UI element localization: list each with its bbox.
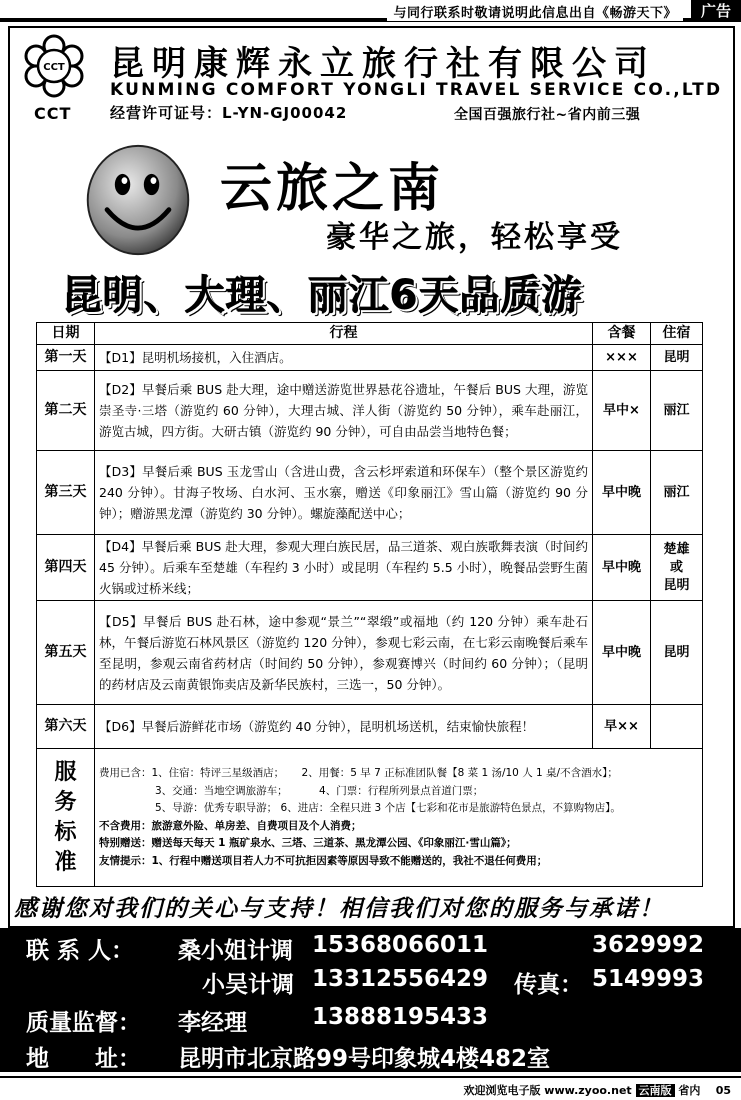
row-hotel: 昆明 bbox=[651, 601, 703, 705]
row-day: 第四天 bbox=[37, 535, 95, 601]
contact-tel: 3629992 bbox=[592, 932, 705, 958]
company-logo-icon bbox=[22, 34, 86, 98]
header-hotel: 住宿 bbox=[651, 323, 703, 345]
row-desc: 【D1】昆明机场接机，入住酒店。 bbox=[95, 345, 593, 371]
row-meals: 早中晚 bbox=[593, 535, 651, 601]
row-meals: 早中× bbox=[593, 371, 651, 451]
row-hotel bbox=[651, 705, 703, 749]
company-name-cn: 昆明康辉永立旅行社有限公司 bbox=[110, 44, 656, 84]
service-label-text: 服务标准 bbox=[54, 759, 77, 875]
contact-label: 联 系 人： bbox=[26, 938, 135, 964]
row-day: 第一天 bbox=[37, 345, 95, 371]
row-hotel: 楚雄 或 昆明 bbox=[651, 535, 703, 601]
row-meals: 早×× bbox=[593, 705, 651, 749]
row-meals: 早中晚 bbox=[593, 601, 651, 705]
page-number: 05 bbox=[715, 1084, 731, 1097]
row-day: 第五天 bbox=[37, 601, 95, 705]
fax-number: 5149993 bbox=[592, 966, 705, 992]
source-notice: 与同行联系时敬请说明此信息出自《畅游天下》 bbox=[387, 2, 683, 21]
contact-block bbox=[0, 928, 741, 1072]
service-label bbox=[37, 749, 95, 887]
row-desc: 【D3】早餐后乘 BUS 玉龙雪山（含进山费，含云杉坪索道和环保车）（整个景区游览约 240 分钟）。甘海子牧场、白水河、玉水寨，赠送《印象丽江》雪山篇（游览约 90 分钟）；赠游黑龙潭（游览约 30 分钟）。螺旋藻配送中心； bbox=[95, 451, 593, 535]
row-meals: 早中晚 bbox=[593, 451, 651, 535]
table-row bbox=[37, 601, 703, 705]
row-meals: ××× bbox=[593, 345, 651, 371]
footer-site: 欢迎浏览电子版 www.zyoo.net bbox=[463, 1084, 632, 1097]
row-desc: 【D6】早餐后游鲜花市场（游览约 40 分钟），昆明机场送机，结束愉快旅程！ bbox=[95, 705, 593, 749]
header-meals: 含餐 bbox=[593, 323, 651, 345]
thanks-message: 感谢您对我们的关心与支持！相信我们对您的服务与承诺！ bbox=[14, 895, 664, 922]
table-row bbox=[37, 371, 703, 451]
row-hotel: 昆明 bbox=[651, 345, 703, 371]
quality-person: 李经理 bbox=[178, 1010, 247, 1036]
address: 昆明市北京路99号印象城4楼482室 bbox=[178, 1046, 551, 1072]
company-name-en: KUNMING COMFORT YONGLI TRAVEL SERVICE CO.,LTD bbox=[110, 80, 723, 100]
header-day: 日期 bbox=[37, 323, 95, 345]
promo-subtitle: 豪华之旅，轻松享受 bbox=[326, 220, 623, 255]
service-fee-line bbox=[99, 783, 698, 801]
row-day: 第二天 bbox=[37, 371, 95, 451]
contact-phone-1: 15368066011 bbox=[312, 932, 489, 958]
company-rank: 全国百强旅行社~省内前三强 bbox=[454, 107, 641, 123]
license-number: 经营许可证号：L-YN-GJ00042 bbox=[110, 104, 348, 122]
contact-person-2: 小吴计调 bbox=[202, 972, 294, 998]
footer-rule bbox=[0, 1076, 741, 1078]
service-fee-line bbox=[99, 800, 698, 818]
service-tips: 友情提示：1、行程中赠送项目若人力不可抗拒因素等原因导致不能赠送的，我社不退任何费用； bbox=[99, 854, 548, 867]
top-bar bbox=[0, 0, 741, 24]
service-fee-5: 5、导游：优秀专职导游； bbox=[155, 802, 278, 814]
service-fee-2: 2、用餐：5 早 7 正标准团队餐【8 菜 1 汤/10 人 1 桌/不含酒水】； bbox=[301, 767, 618, 779]
table-row bbox=[37, 705, 703, 749]
footer-text bbox=[463, 1082, 731, 1098]
service-fee-3: 3、交通：当地空调旅游车； bbox=[155, 784, 288, 797]
table-header-row bbox=[37, 323, 703, 345]
promo-headline: 昆明、大理、丽江6天品质游 bbox=[62, 273, 583, 319]
footer-tag: 云南版 bbox=[636, 1084, 675, 1097]
contact-phone-2: 13312556429 bbox=[312, 966, 489, 992]
quality-phone: 13888195433 bbox=[312, 1004, 489, 1030]
quality-label: 质量监督： bbox=[26, 1010, 141, 1036]
table-row bbox=[37, 451, 703, 535]
row-desc: 【D5】早餐后 BUS 赴石林，途中参观“景兰”“翠缎”或福地（约 120 分钟）乘车赴石林，午餐后游览石林风景区（游览约 120 分钟），参观七彩云南，在七彩云南晚餐后乘车至昆明，参观云南省药材店（时间约 50 分钟），参观赛博兴（时间约 60 分钟）；（昆明的药材店及云南黄银饰卖店及新华民族村，三选一，50 分钟）。 bbox=[95, 601, 593, 705]
service-row bbox=[37, 749, 703, 887]
section-tag: 广告 bbox=[691, 0, 741, 22]
contact-person-1: 桑小姐计调 bbox=[178, 938, 293, 964]
smiley-face-icon bbox=[80, 142, 196, 258]
itinerary-table bbox=[36, 322, 703, 887]
fax-label: 传真： bbox=[514, 972, 583, 998]
footer bbox=[0, 1076, 741, 1100]
service-details bbox=[95, 749, 703, 887]
header-itinerary: 行程 bbox=[95, 323, 593, 345]
table-row bbox=[37, 345, 703, 371]
service-fee-6: 6、进店：全程只进 3 个店【七彩和花市是旅游特色景点，不算购物店】。 bbox=[280, 802, 621, 814]
service-gift: 特别赠送：赠送每天每天 1 瓶矿泉水、三塔、三道茶、黑龙潭公园、《印象丽江·雪山篇》； bbox=[99, 837, 517, 849]
row-day: 第六天 bbox=[37, 705, 95, 749]
logo-ring-text: CCT bbox=[43, 62, 65, 73]
row-day: 第三天 bbox=[37, 451, 95, 535]
table-row bbox=[37, 535, 703, 601]
promo-title: 云旅之南 bbox=[220, 159, 445, 219]
row-desc: 【D2】早餐后乘 BUS 赴大理，途中赠送游览世界悬花谷遗址，午餐后 BUS 大理，游览崇圣寺·三塔（游览约 60 分钟），大理古城、洋人街（游览约 50 分钟），乘车赴丽江，游览古城，四方街。大研古镇（游览约 90 分钟），可自由品尝当地特色餐； bbox=[95, 371, 593, 451]
address-label: 地 址： bbox=[26, 1046, 141, 1072]
service-fee-1: 费用已含：1、住宿：特评三星级酒店； bbox=[99, 767, 285, 779]
row-hotel: 丽江 bbox=[651, 371, 703, 451]
service-excluded: 不含费用：旅游意外险、单房差、自费项目及个人消费； bbox=[99, 819, 362, 832]
logo-text: CCT bbox=[34, 104, 72, 123]
service-fee-line bbox=[99, 765, 698, 783]
row-hotel: 丽江 bbox=[651, 451, 703, 535]
service-fee-4: 4、门票：行程所列景点首道门票； bbox=[319, 784, 484, 797]
footer-region: 省内 bbox=[678, 1084, 701, 1097]
row-desc: 【D4】早餐后乘 BUS 赴大理，参观大理白族民居，品三道茶、观白族歌舞表演（时间约 45 分钟）。后乘车至楚雄（车程约 3 小时）或昆明（车程约 5.5 小时），晚餐品尝野生菌火锅或过桥米线； bbox=[95, 535, 593, 601]
